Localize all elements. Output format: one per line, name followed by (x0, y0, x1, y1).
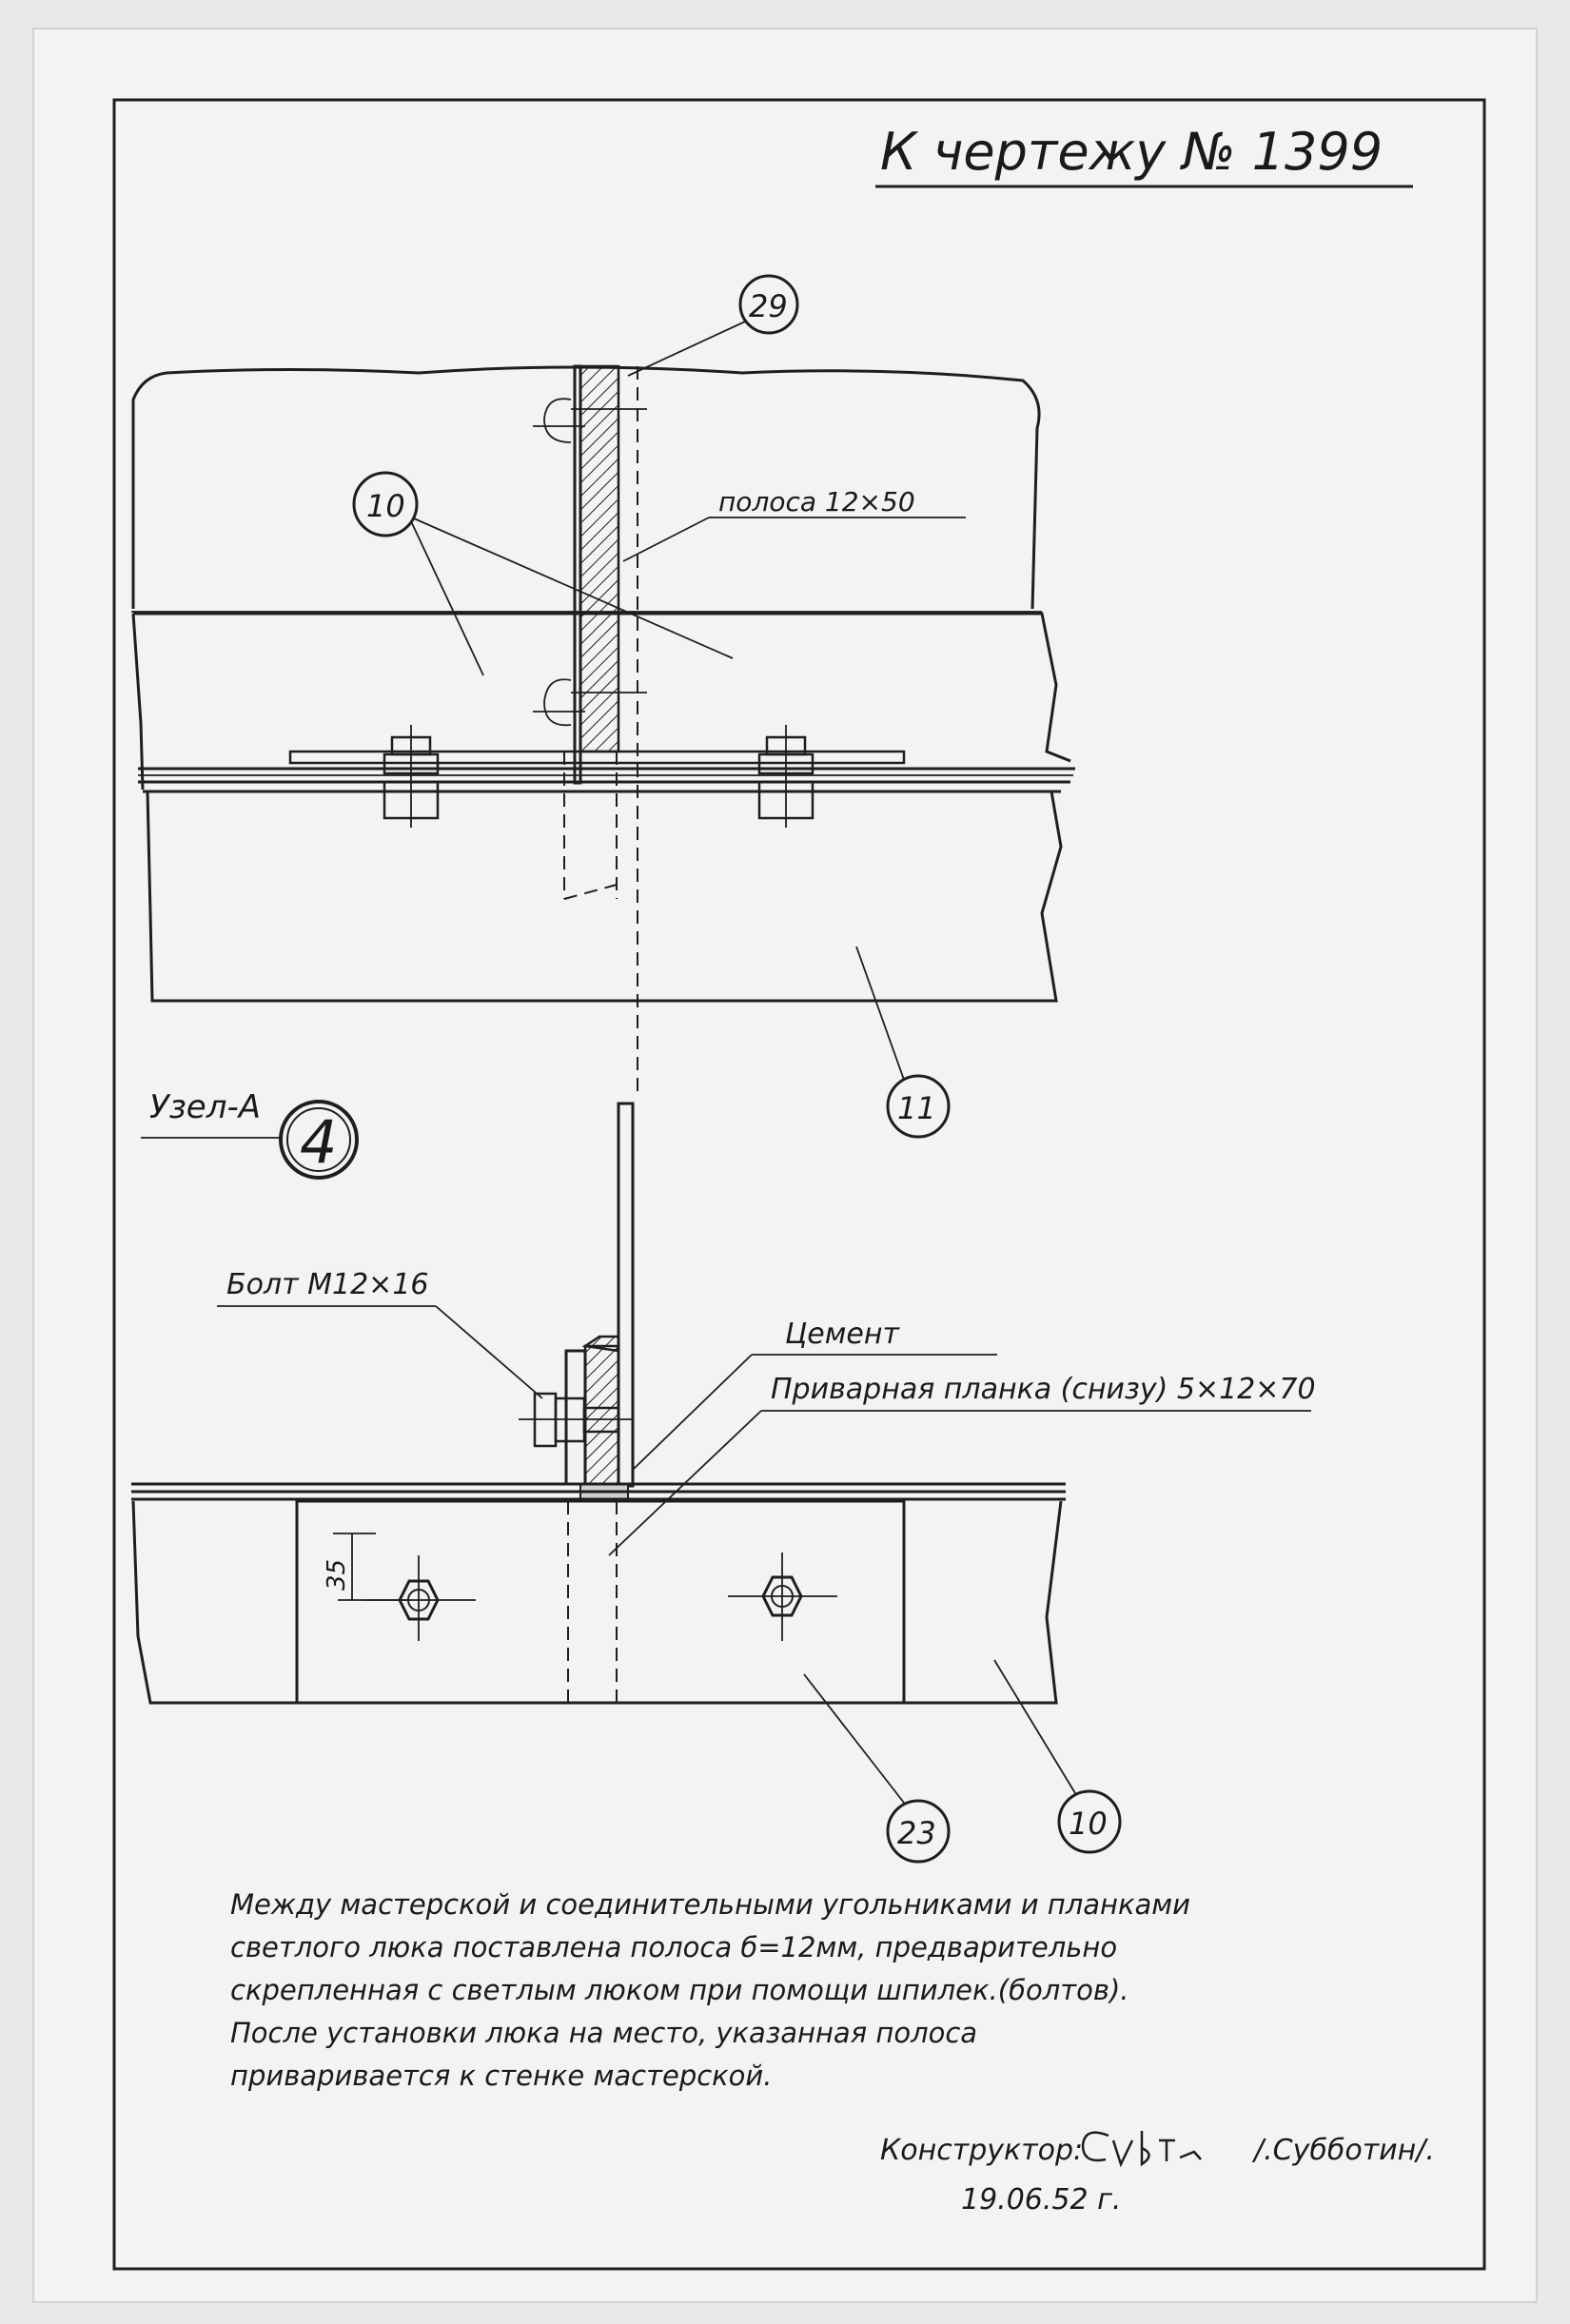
vertical-plate (618, 1103, 633, 1486)
designer-label: Конструктор: (880, 2134, 1084, 2167)
bolt-label: Болт М12×16 (226, 1268, 429, 1301)
date: 19.06.52 г. (961, 2183, 1122, 2217)
vertical-strip (580, 366, 618, 752)
callout-11-label: 11 (897, 1090, 936, 1126)
plate-label: Приварная планка (снизу) 5×12×70 (771, 1373, 1316, 1406)
node-number: 4 (300, 1107, 338, 1177)
callout-29-label: 29 (749, 288, 788, 324)
drawing-title: К чертежу № 1399 (880, 122, 1384, 182)
cement-label: Цемент (785, 1318, 899, 1351)
callout-10-bottom-label: 10 (1069, 1806, 1108, 1842)
strip-label: полоса 12×50 (718, 486, 915, 518)
dimension-35: 35 (323, 1558, 351, 1591)
note-line-4: После установки люка на место, указанная полоса (230, 2017, 978, 2049)
note-line-1: Между мастерской и соединительными угольниками и планками (230, 1888, 1190, 1921)
callout-23-label: 23 (897, 1815, 936, 1851)
note-line-3: скрепленная с светлым люком при помощи шпилек.(болтов). (230, 1974, 1129, 2006)
note-line-5: приваривается к стенке мастерской. (230, 2060, 773, 2092)
designer-name: /.Субботин/. (1254, 2134, 1435, 2167)
note-line-2: светлого люка поставлена полоса б=12мм, предварительно (230, 1931, 1118, 1963)
node-label: Узел-А (149, 1088, 261, 1126)
callout-10-top-label: 10 (366, 488, 405, 524)
